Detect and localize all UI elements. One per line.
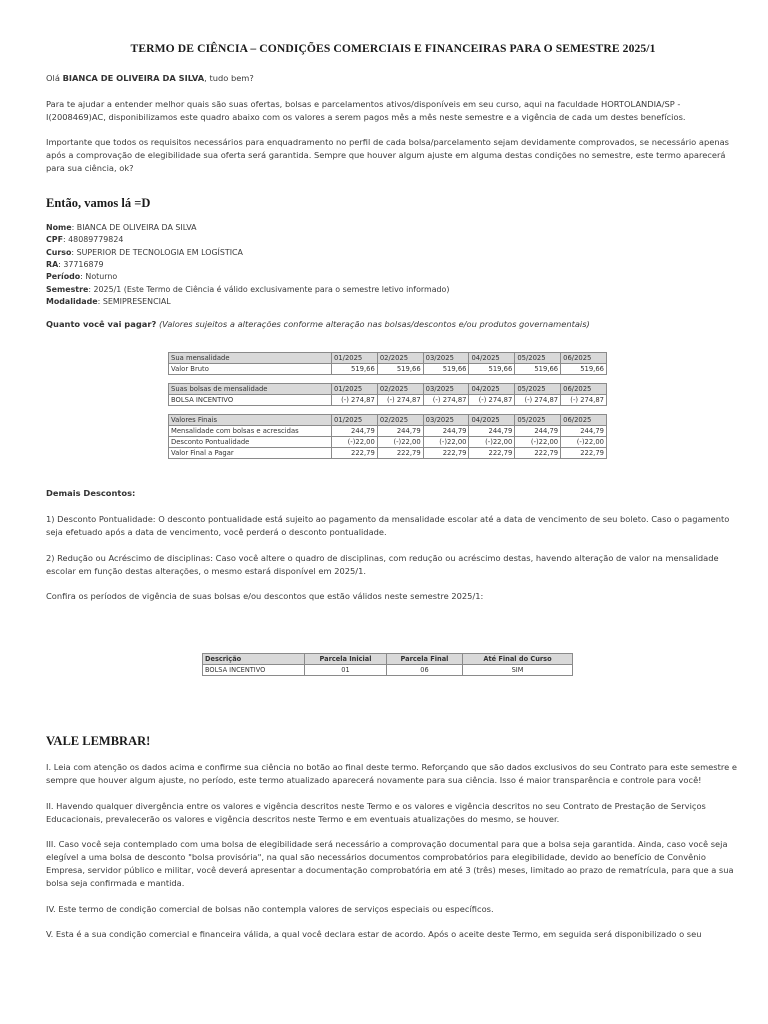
student-semester-line: Semestre: 2025/1 (Este Termo de Ciência é válido exclusivamente para o semestre letivo informado) bbox=[46, 284, 450, 294]
amount-cell: 244,79 bbox=[377, 426, 423, 437]
month-header: 02/2025 bbox=[377, 353, 423, 364]
amount-cell: 519,66 bbox=[332, 364, 378, 375]
student-cpf-line: CPF: 48089779824 bbox=[46, 235, 124, 245]
amount-cell: (-)22,00 bbox=[561, 437, 607, 448]
amount-cell: (-) 274,87 bbox=[561, 395, 607, 406]
finance-group-header bbox=[169, 415, 607, 426]
amount-cell: 519,66 bbox=[469, 364, 515, 375]
reminder-item: IV. Este termo de condição comercial de bolsas não contempla valores de serviços especiais ou específicos. bbox=[46, 903, 494, 914]
reminder-item: V. Esta é a sua condição comercial e financeira válida, a qual você declara estar de acordo. Após o aceite deste Termo, em seguida será disponibilizado o seu bbox=[46, 929, 702, 940]
month-header: 03/2025 bbox=[423, 415, 469, 426]
table-cell: 01 bbox=[305, 665, 387, 676]
month-header: 04/2025 bbox=[469, 415, 515, 426]
table-spacer bbox=[169, 375, 607, 384]
student-info bbox=[46, 222, 740, 309]
amount-cell: 222,79 bbox=[515, 448, 561, 459]
table-row bbox=[169, 395, 607, 406]
validity-table bbox=[202, 653, 573, 676]
student-modality-line: Modalidade: SEMIPRESENCIAL bbox=[46, 297, 171, 307]
amount-cell: 244,79 bbox=[332, 426, 378, 437]
amount-cell: 222,79 bbox=[469, 448, 515, 459]
greeting: Olá BIANCA DE OLIVEIRA DA SILVA, tudo bem? bbox=[46, 73, 254, 83]
intro-paragraph-1: Para te ajudar a entender melhor quais são suas ofertas, bolsas e parcelamentos ativos/disponíveis em seu curso, aqui na faculdade HORTOLANDIA/SP - I(2008469)AC, disponibilizamos este quadro abaixo com os valores a serem pagos mês a mês neste semestre e a vigência de cada um destes benefícios. bbox=[46, 98, 686, 122]
group-header-label: Sua mensalidade bbox=[169, 353, 332, 364]
group-header-label: Valores Finais bbox=[169, 415, 332, 426]
student-ra-line: RA: 37716879 bbox=[46, 260, 104, 269]
month-header: 03/2025 bbox=[423, 384, 469, 395]
month-header: 02/2025 bbox=[377, 384, 423, 395]
student-name-line: Nome: BIANCA DE OLIVEIRA DA SILVA bbox=[46, 222, 197, 232]
month-header: 06/2025 bbox=[561, 415, 607, 426]
reminder-item: III. Caso você seja contemplado com uma bolsa de elegibilidade será necessário a comprovação documental para que a bolsa seja garantida. Ainda, caso você seja elegível a uma bolsa de desconto "bolsa provisória", na qual são necessários documentos comprobatórios para elegibilidade, devido ao benefício de Convênio Empresa, servidor público e militar, você deverá apresentar a documentação comprobatória em até 3 (três) meses, limitado ao prazo de rematrícula, para que a sua bolsa seja confirmada e mantida. bbox=[46, 839, 734, 888]
month-header: 05/2025 bbox=[515, 353, 561, 364]
month-header: 01/2025 bbox=[332, 353, 378, 364]
amount-cell: (-) 274,87 bbox=[377, 395, 423, 406]
intro-paragraph-2: Importante que todos os requisitos necessários para enquadramento no perfil de cada bolsa/parcelamento sejam devidamente comprovados, se necessário apenas após a comprovação de elegibilidade sua oferta será garantida. Sempre que houver algum ajuste em alguma destas condições no semestre, este termo aparecerá para sua ciência, ok? bbox=[46, 137, 730, 173]
amount-cell: 222,79 bbox=[561, 448, 607, 459]
amount-cell: 519,66 bbox=[423, 364, 469, 375]
month-header: 01/2025 bbox=[332, 415, 378, 426]
table-row bbox=[169, 437, 607, 448]
month-header: 05/2025 bbox=[515, 415, 561, 426]
document-title: TERMO DE CIÊNCIA – CONDIÇÕES COMERCIAIS E FINANCEIRAS PARA O SEMESTRE 2025/1 bbox=[130, 42, 656, 55]
finance-table bbox=[168, 352, 607, 459]
student-course-line: Curso: SUPERIOR DE TECNOLOGIA EM LOGÍSTICA bbox=[46, 247, 243, 257]
column-header: Parcela Final bbox=[387, 654, 463, 665]
amount-cell: (-) 274,87 bbox=[469, 395, 515, 406]
month-header: 04/2025 bbox=[469, 384, 515, 395]
month-header: 05/2025 bbox=[515, 384, 561, 395]
month-header: 04/2025 bbox=[469, 353, 515, 364]
group-header-label: Suas bolsas de mensalidade bbox=[169, 384, 332, 395]
student-name-greeting: BIANCA DE OLIVEIRA DA SILVA bbox=[62, 73, 205, 83]
table-cell: 06 bbox=[387, 665, 463, 676]
payment-note: (Valores sujeitos a alterações conforme alteração nas bolsas/descontos e/ou produtos governamentais) bbox=[158, 318, 590, 329]
amount-cell: (-)22,00 bbox=[515, 437, 561, 448]
column-header: Até Final do Curso bbox=[463, 654, 573, 665]
student-period-line: Período: Noturno bbox=[46, 272, 118, 282]
validity-intro-text: Confira os períodos de vigência de suas bolsas e/ou descontos que estão válidos neste semestre 2025/1: bbox=[46, 591, 484, 602]
row-label: Valor Bruto bbox=[169, 364, 332, 375]
amount-cell: 244,79 bbox=[515, 426, 561, 437]
row-label: Valor Final a Pagar bbox=[169, 448, 332, 459]
table-cell: BOLSA INCENTIVO bbox=[203, 665, 305, 676]
section-heading-vamos-la: Então, vamos lá =D bbox=[46, 195, 151, 210]
table-row bbox=[169, 364, 607, 375]
table-row bbox=[203, 665, 573, 676]
amount-cell: (-)22,00 bbox=[423, 437, 469, 448]
table-cell: SIM bbox=[463, 665, 573, 676]
reminder-item: I. Leia com atenção os dados acima e confirme sua ciência no botão ao final deste termo. Reforçando que são dados exclusivos do seu Contrato para este semestre e sempre que houver algum ajuste, no período, este termo atualizado aparecerá novamente para sua ciência. Isso é maior transparência e controle para você! bbox=[46, 762, 737, 785]
reminder-item: II. Havendo qualquer divergência entre os valores e vigência descritos neste Termo e os valores e vigência descritos no seu Contrato de Prestação de Serviços Educacionais, prevalecerão os valores e vigência descritos neste Termo e em eventuais atualizações do mesmo, se houver. bbox=[46, 800, 706, 824]
amount-cell: (-) 274,87 bbox=[515, 395, 561, 406]
month-header: 03/2025 bbox=[423, 353, 469, 364]
other-discounts-heading: Demais Descontos: bbox=[46, 488, 136, 499]
row-label: Mensalidade com bolsas e acrescidas bbox=[169, 426, 332, 437]
amount-cell: (-) 274,87 bbox=[423, 395, 469, 406]
amount-cell: 222,79 bbox=[332, 448, 378, 459]
row-label: Desconto Pontualidade bbox=[169, 437, 332, 448]
month-header: 01/2025 bbox=[332, 384, 378, 395]
finance-group-header bbox=[169, 353, 607, 364]
reminders-list bbox=[46, 761, 740, 941]
table-row bbox=[169, 448, 607, 459]
discount-disciplines-text: 2) Redução ou Acréscimo de disciplinas: Caso você altere o quadro de disciplinas, com redução ou acréscimo destas, havendo alteração de valor na mensalidade escolar em função destas alterações, o mesmo estará disponível em 2025/1. bbox=[46, 552, 719, 576]
column-header: Descrição bbox=[203, 654, 305, 665]
payment-question: Quanto você vai pagar? (Valores sujeitos a alterações conforme alteração nas bolsas/descontos e/ou produtos governamentais) bbox=[46, 318, 590, 329]
amount-cell: 519,66 bbox=[515, 364, 561, 375]
column-header: Parcela Inicial bbox=[305, 654, 387, 665]
validity-header-row bbox=[203, 654, 573, 665]
table-row bbox=[169, 426, 607, 437]
amount-cell: 244,79 bbox=[423, 426, 469, 437]
month-header: 06/2025 bbox=[561, 384, 607, 395]
amount-cell: 519,66 bbox=[561, 364, 607, 375]
amount-cell: 519,66 bbox=[377, 364, 423, 375]
amount-cell: 222,79 bbox=[377, 448, 423, 459]
finance-group-header bbox=[169, 384, 607, 395]
month-header: 06/2025 bbox=[561, 353, 607, 364]
amount-cell: (-)22,00 bbox=[469, 437, 515, 448]
amount-cell: (-) 274,87 bbox=[332, 395, 378, 406]
amount-cell: (-)22,00 bbox=[377, 437, 423, 448]
amount-cell: 244,79 bbox=[469, 426, 515, 437]
amount-cell: 222,79 bbox=[423, 448, 469, 459]
amount-cell: 244,79 bbox=[561, 426, 607, 437]
discount-punctuality-text: 1) Desconto Pontualidade: O desconto pontualidade está sujeito ao pagamento da mensalidade escolar até a data de vencimento de seu boleto. Caso o pagamento seja efetuado após a data de vencimento, você perderá o desconto pontualidade. bbox=[46, 514, 730, 538]
section-heading-vale-lembrar: VALE LEMBRAR! bbox=[46, 734, 151, 749]
month-header: 02/2025 bbox=[377, 415, 423, 426]
table-spacer bbox=[169, 406, 607, 415]
amount-cell: (-)22,00 bbox=[332, 437, 378, 448]
row-label: BOLSA INCENTIVO bbox=[169, 395, 332, 406]
